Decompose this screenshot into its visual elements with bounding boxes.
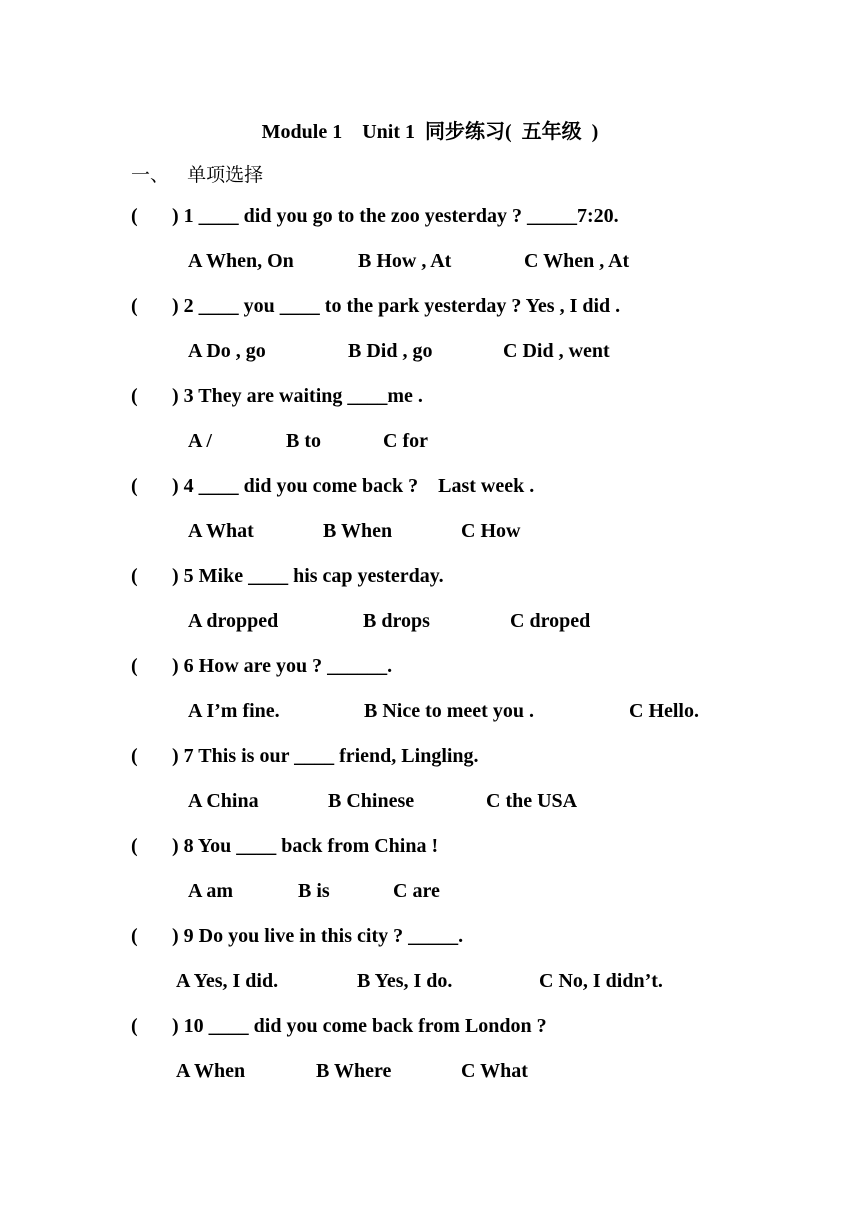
option-a: A am	[188, 880, 233, 902]
option-a: A /	[188, 430, 212, 452]
option-b: B Nice to meet you .	[364, 700, 534, 722]
option-a: A I’m fine.	[188, 700, 280, 722]
question-stem: ) 6 How are you ? ______.	[172, 655, 393, 677]
option-b: B to	[286, 430, 321, 452]
question-stem: ) 7 This is our ____ friend, Lingling.	[172, 745, 479, 767]
option-c: C are	[393, 880, 440, 902]
answer-blank-open-paren: (	[131, 565, 138, 587]
answer-blank-open-paren: (	[131, 925, 138, 947]
option-b: B How , At	[358, 250, 452, 272]
option-c: C When , At	[524, 250, 630, 272]
question-stem: ) 2 ____ you ____ to the park yesterday ? Yes , I did .	[172, 295, 621, 317]
answer-blank-open-paren: (	[131, 205, 138, 227]
question-stem: ) 1 ____ did you go to the zoo yesterday ? _____7:20.	[172, 205, 619, 227]
option-c: C the USA	[486, 790, 578, 812]
option-a: A When	[176, 1060, 246, 1082]
option-a: A Do , go	[188, 340, 266, 362]
option-b: B Chinese	[328, 790, 415, 812]
question-stem: ) 8 You ____ back from China !	[172, 835, 439, 857]
option-c: C No, I didn’t.	[539, 970, 663, 992]
option-c: C Did , went	[503, 340, 610, 362]
question-stem: ) 9 Do you live in this city ? _____.	[172, 925, 464, 947]
option-a: A When, On	[188, 250, 294, 272]
option-b: B is	[298, 880, 330, 902]
question-stem: ) 3 They are waiting ____me .	[172, 385, 423, 407]
option-c: C What	[461, 1060, 528, 1082]
option-c: C droped	[510, 610, 591, 632]
option-a: A What	[188, 520, 254, 542]
option-b: B Did , go	[348, 340, 433, 362]
answer-blank-open-paren: (	[131, 385, 138, 407]
section-heading: 一、 单项选择	[131, 164, 264, 186]
option-b: B Where	[316, 1060, 392, 1082]
option-a: A China	[188, 790, 259, 812]
option-c: C Hello.	[629, 700, 699, 722]
question-stem: ) 5 Mike ____ his cap yesterday.	[172, 565, 444, 587]
answer-blank-open-paren: (	[131, 475, 138, 497]
answer-blank-open-paren: (	[131, 835, 138, 857]
question-stem: ) 10 ____ did you come back from London ?	[172, 1015, 547, 1037]
question-stem: ) 4 ____ did you come back ? Last week .	[172, 475, 535, 497]
answer-blank-open-paren: (	[131, 745, 138, 767]
option-b: B Yes, I do.	[357, 970, 453, 992]
answer-blank-open-paren: (	[131, 655, 138, 677]
option-a: A Yes, I did.	[176, 970, 279, 992]
option-c: C for	[383, 430, 428, 452]
page-title: Module 1 Unit 1 同步练习( 五年级 )	[261, 121, 599, 143]
option-c: C How	[461, 520, 521, 542]
option-b: B When	[323, 520, 393, 542]
option-a: A dropped	[188, 610, 279, 632]
answer-blank-open-paren: (	[131, 1015, 138, 1037]
answer-blank-open-paren: (	[131, 295, 138, 317]
option-b: B drops	[363, 610, 430, 632]
